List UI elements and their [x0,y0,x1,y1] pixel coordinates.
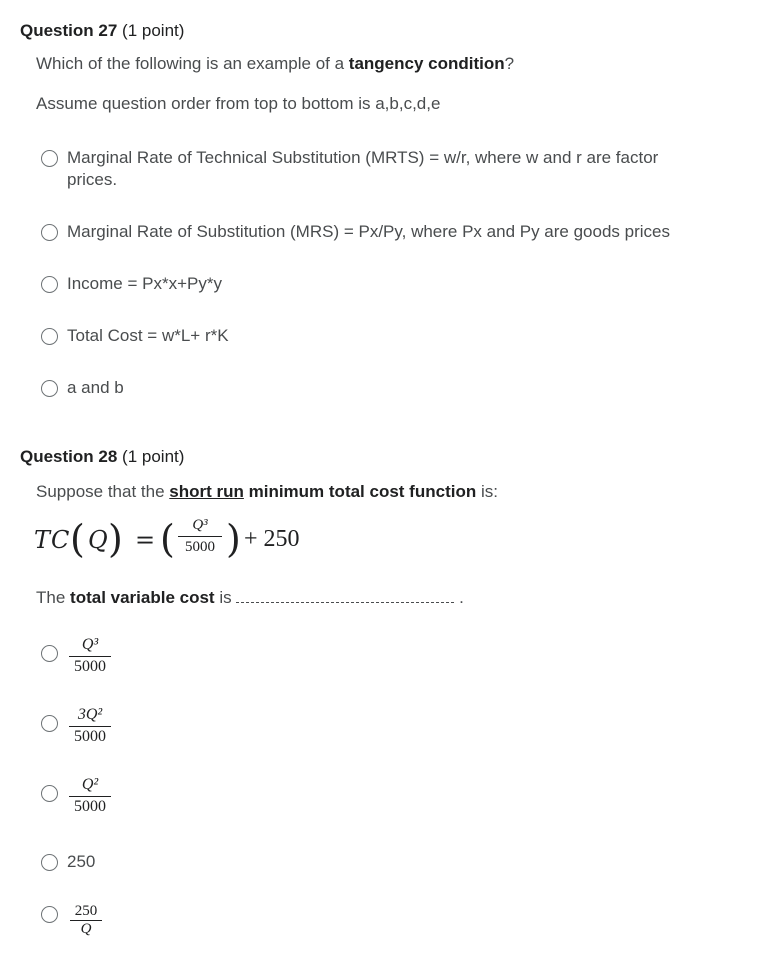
question-28-prompt [36,482,498,502]
option-c-radio[interactable] [41,276,58,293]
prompt-bold-text: minimum total cost function [243,482,477,501]
option-c-denominator: 5000 [74,798,106,815]
option-d-label: 250 [67,852,96,871]
formula-var: Q [88,526,108,554]
formula-lhs: TC [34,526,71,554]
formula-denominator: 5000 [185,539,215,555]
formula-numerator: Q³ [192,517,208,533]
question-27-note: Assume question order from top to bottom is a,b,c,d,e [36,94,441,113]
answer-bold-text: total variable cost [70,588,215,607]
option-a-fraction [69,636,111,676]
option-e-fraction [70,903,102,937]
prompt-text-end: ? [504,54,515,73]
prompt-bold-text: tangency condition [348,54,505,73]
option-b-fraction [69,706,111,746]
option-e-numerator: 250 [74,903,98,919]
question-points: (1 point) [122,21,185,40]
question-27-prompt [36,54,514,74]
option-a-line1: Marginal Rate of Technical Substitution (MRTS) = w/r, where w and r are factor [67,148,659,167]
option-a-radio[interactable] [41,645,58,662]
prompt-text: Suppose that the [36,482,170,501]
option-b-numerator: 3Q² [77,706,103,723]
option-a-fraction-bar [69,656,111,657]
answer-text: The [36,588,71,607]
answer-blank [236,590,454,603]
option-e-label: a and b [67,378,124,397]
question-number: Question 27 [20,21,118,40]
option-e-radio[interactable] [41,380,58,397]
option-b-fraction-bar [69,726,111,727]
answer-text-end: is [214,588,232,607]
answer-period: . [459,588,464,607]
formula-paren-open: ( [70,517,85,561]
question-number: Question 28 [20,447,118,466]
option-b-radio[interactable] [41,224,58,241]
option-c-fraction-bar [69,796,111,797]
cost-function-formula [34,516,334,572]
option-a-label [67,147,658,191]
option-b-radio[interactable] [41,715,58,732]
option-c-numerator: Q² [81,776,99,793]
formula-paren2-open: ( [160,517,175,561]
option-c-fraction [69,776,111,816]
option-d-radio[interactable] [41,328,58,345]
prompt-text-end: is: [476,482,498,501]
formula-equals: = [135,526,156,554]
question-27-title [20,21,184,41]
option-b-label: Marginal Rate of Substitution (MRS) = Px/Py, where Px and Py are goods prices [67,222,670,241]
question-points: (1 point) [122,447,185,466]
formula-paren2-close: ) [226,517,241,561]
formula-tail: + 250 [244,526,300,552]
formula-fraction [178,516,222,556]
option-c-radio[interactable] [41,785,58,802]
option-e-radio[interactable] [41,906,58,923]
option-d-radio[interactable] [41,854,58,871]
option-c-label: Income = Px*x+Py*y [67,274,222,293]
option-d-label: Total Cost = w*L+ r*K [67,326,229,345]
option-a-line2: prices. [67,170,118,189]
question-28-title [20,447,184,467]
option-e-denominator: Q [80,921,92,937]
prompt-underlined-text: short run [169,482,244,501]
option-b-denominator: 5000 [74,728,106,745]
option-a-denominator: 5000 [74,658,106,675]
option-a-radio[interactable] [41,150,58,167]
formula-fraction-bar [178,536,222,537]
prompt-text: Which of the following is an example of a [36,54,349,73]
option-a-numerator: Q³ [81,636,99,653]
formula-paren-close: ) [108,517,123,561]
question-28-answer-line [36,588,464,608]
